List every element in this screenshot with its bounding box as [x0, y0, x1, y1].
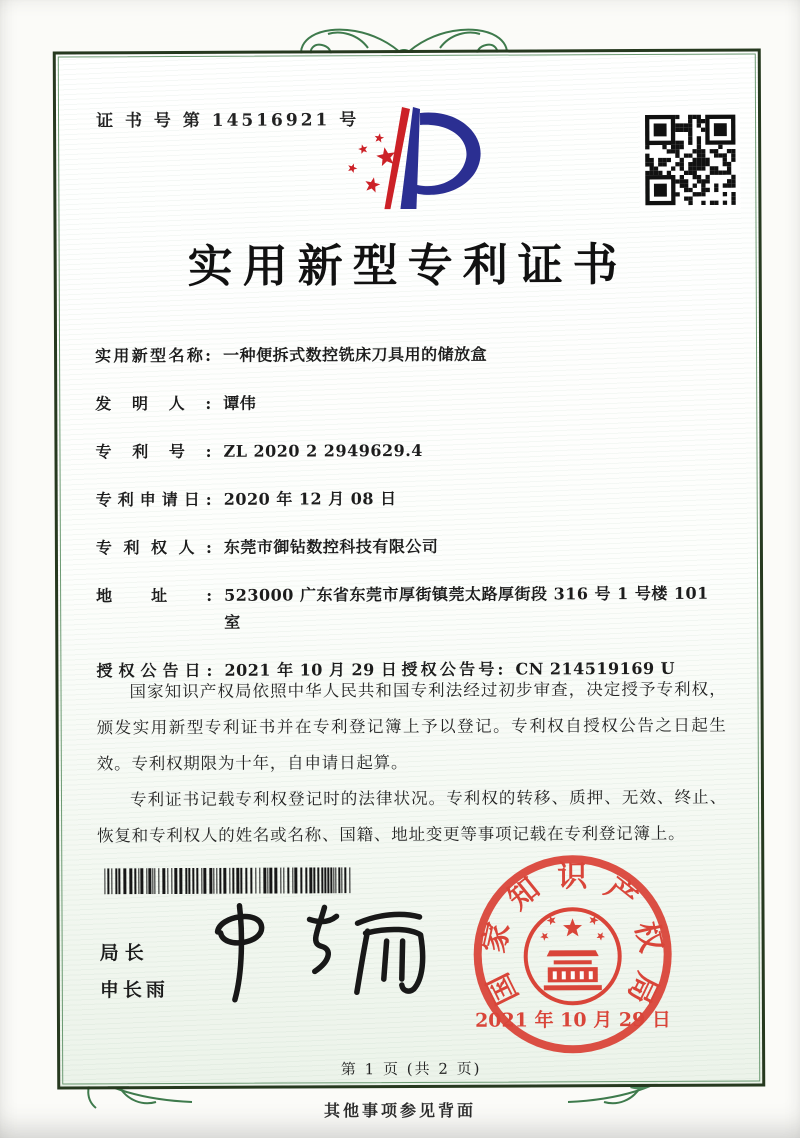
- fields-block: [95, 340, 723, 706]
- back-note: 其他事项参见背面: [323, 1101, 476, 1120]
- cnipa-logo: [336, 93, 513, 222]
- field-row: [95, 340, 721, 370]
- director-name: 申长雨: [99, 979, 169, 1002]
- field-label: 授权公告日:: [96, 660, 213, 681]
- svg-text:知: 知: [501, 870, 547, 918]
- official-seal: [461, 850, 684, 1065]
- qr-code: [640, 110, 740, 210]
- page-number: 第 1 页 (共 2 页): [340, 1059, 482, 1079]
- svg-text:产: 产: [598, 870, 644, 917]
- svg-text:国: 国: [480, 967, 526, 1010]
- barcode-1d: [104, 867, 356, 894]
- field-value: CN 214519169 U: [515, 658, 676, 679]
- field-label: 授权公告号:: [401, 659, 504, 680]
- field-row-address: [96, 580, 722, 637]
- field-label: 地址:: [96, 585, 213, 606]
- field-value: ZL 2020 2 2949629.4: [223, 440, 423, 461]
- director-title: 局长: [99, 942, 150, 965]
- seal-date: 2021 年 10 月 29 日: [475, 1008, 671, 1032]
- svg-text:家: 家: [476, 919, 518, 957]
- svg-text:局: 局: [620, 966, 665, 1010]
- field-value: 谭伟: [223, 393, 257, 413]
- certificate-title: 实用新型专利证书: [187, 238, 628, 293]
- svg-text:权: 权: [627, 918, 669, 956]
- field-label: 专利申请日:: [95, 489, 212, 510]
- field-row: [95, 436, 721, 466]
- field-row: [96, 484, 722, 514]
- director-signature: [187, 899, 445, 1010]
- field-label: 发明人:: [95, 393, 212, 414]
- legal-text: [96, 672, 727, 855]
- field-value: 2020 年 12 月 08 日: [223, 489, 397, 509]
- legal-paragraph: 国家知识产权局依照中华人民共和国专利法经过初步审查，决定授予专利权，颁发实用新型专利证书并在专利登记簿上予以登记。专利权自授权公告之日起生效。专利权期限为十年，自申请日起算。: [96, 679, 727, 774]
- field-label: 专利权人:: [95, 537, 212, 558]
- field-row: [96, 532, 722, 562]
- field-label: 专利号:: [95, 441, 212, 462]
- field-value: 2021 年 10 月 29 日: [224, 660, 398, 680]
- field-row: [95, 388, 721, 418]
- certificate-number: 证 书 号 第 14516921 号: [96, 110, 360, 132]
- field-value: 东莞市御钻数控科技有限公司: [223, 536, 439, 557]
- field-label: 实用新型名称:: [95, 345, 212, 366]
- certificate-frame: [53, 48, 766, 1089]
- svg-text:识: 识: [557, 859, 588, 895]
- legal-paragraph: 专利证书记载专利权登记时的法律状况。专利权的转移、质押、无效、终止、恢复和专利权人的姓名或名称、国籍、地址变更等事项记载在专利登记簿上。: [97, 787, 728, 846]
- national-emblem: [525, 909, 619, 1003]
- field-value: 523000 广东省东莞市厚街镇莞太路厚街段 316 号 1 号楼 101 室: [224, 583, 709, 632]
- field-value: 一种便拆式数控铣床刀具用的储放盒: [223, 344, 488, 365]
